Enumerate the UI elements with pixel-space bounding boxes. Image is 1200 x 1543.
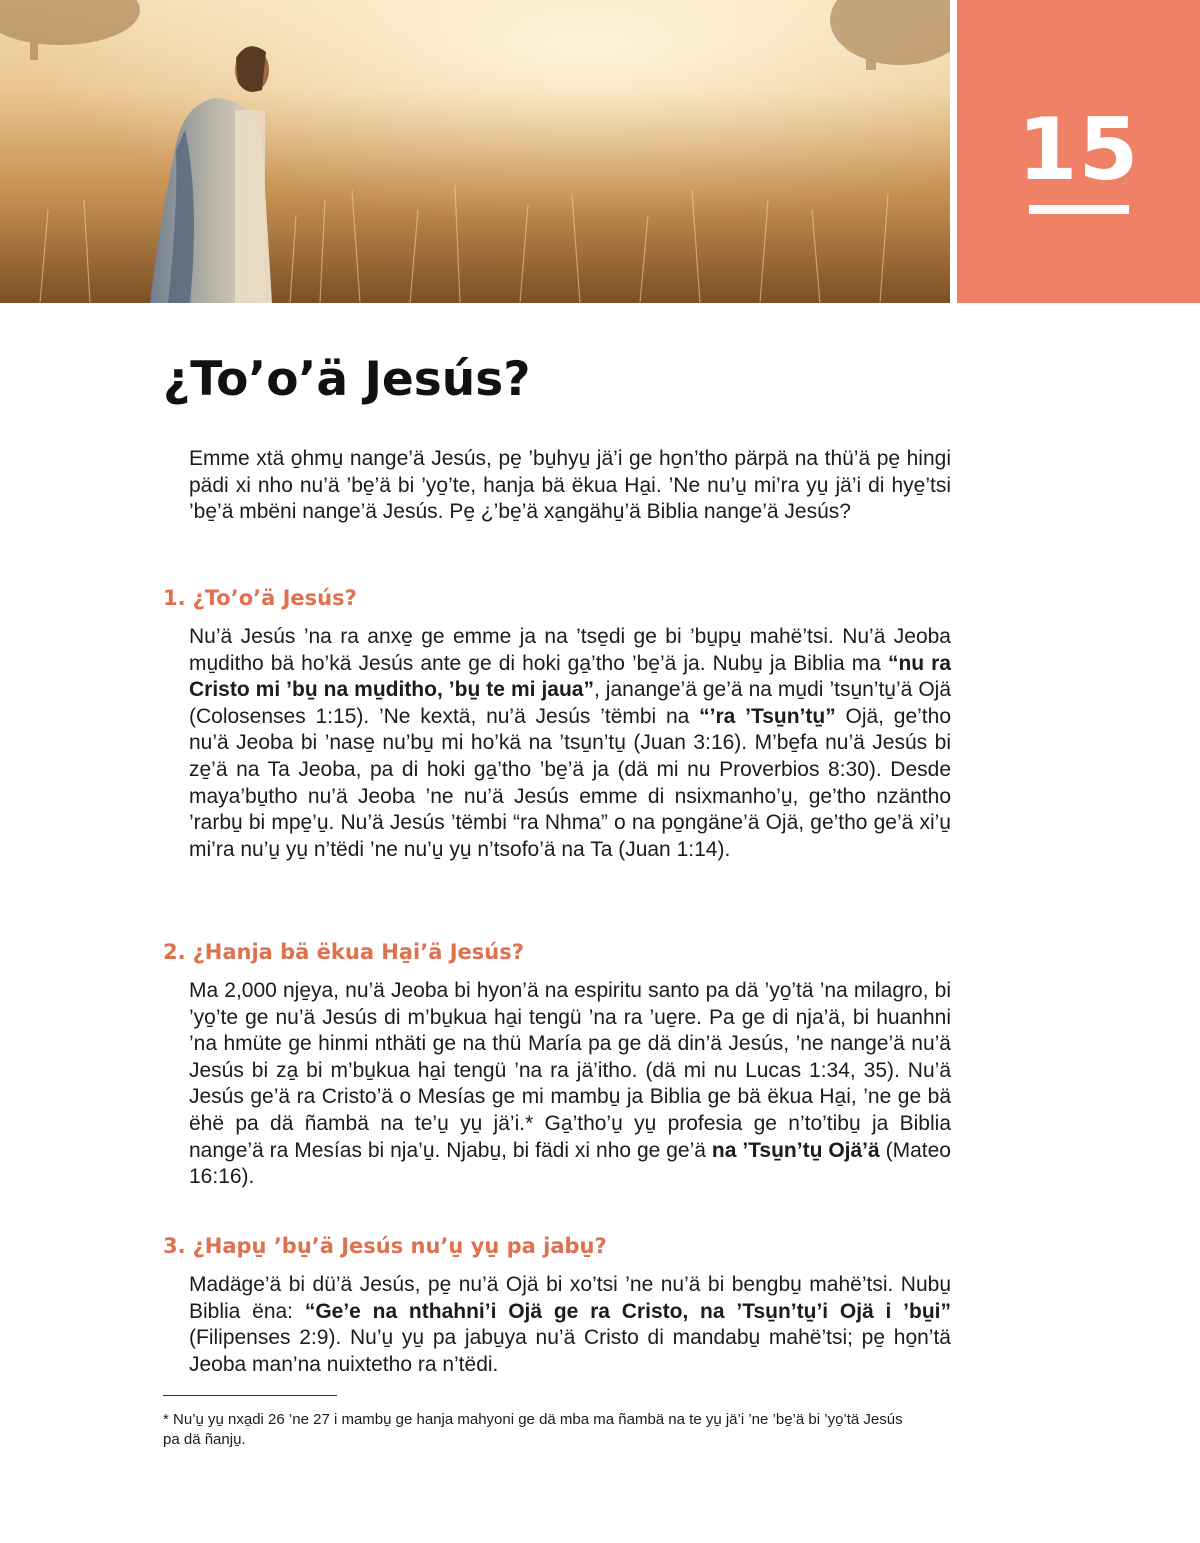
section-1-quote-colossians: “nu ra Cristo mi ’bu̱ na mu̱ditho, ’bu̱ te mi jaua” [189,651,952,702]
section-2-quote-son: na ’Tsu̱n’tu̱ Ojä’ä [711,1138,880,1162]
section-1-text-a: Nu’ä Jesús ’na ra anxe̱ ge emme ja na ’tse̱di ge bi ’bu̱pu̱ mahë’tsi. Nu’ä Jeoba mu̱ditho bä ho’kä Jesús ante ge di hoki ga̱’tho ’be̱’ä ja. Nubu̱ ja Biblia ma [189,625,951,675]
section-3-number: 3. [163,1234,186,1258]
section-2-text-a: Ma 2,000 nje̱ya, nu’ä Jeoba bi hyon’ä na espiritu santo pa dä ’yo̱’tä ’na milagro, bi ’yo̱’te ge nu’ä Jesús di m’bu̱kua ha̱i tengü ’na ra ’ue̱re. Pa ge di nja’ä, bi huanhni ’na hmüte ge hinmi nthäti ge na thü María pa ge dä din’ä Jesús, ’ne nange’ä nu’ä Jesús bi za̱ bi m’bu̱kua ha̱i tengü ’na ra jä’itho. (dä mi nu Lucas 1:34, 35). Nu’ä Jesús ge’ä ra Cristo’ä o Mesías ge mi mambu̱ ja Biblia ge bä ëkua Ha̱i, ’ne ge bä ëhë pa dä ñambä na te’u̱ yu̱ jä’i.* Ga̱’tho’u̱ yu̱ profesia ge n’to’tibu̱ ja Biblia nange’ä ra Mesías bi nja’u̱. Njabu̱, bi fädi xi nho ge ge’ä [189,979,951,1162]
section-1-paragraph [189,624,951,863]
section-1-text-c: Ojä, ge’tho nu’ä Jeoba bi ’nase̱ nu’bu̱ mi ho’kä na ’tsu̱n’tu̱ (Juan 3:16). M’be̱fa nu’ä Jesús bi ze̱’ä na Ta Jeoba, pa di hoki ga̱’tho ’be̱’ä ja (dä mi nu Proverbios 8:30). Desde maya’bu̱tho nu’ä Jeoba ’ne nu’ä Jesús emme di nsixmanho’u̱, ge’tho nzäntho ’rarbu̱ bi mpe̱’u̱. Nu’ä Jesús ’tëmbi “ra Nhma” o na po̱ngäne’ä Ojä, ge’tho ge’ä xi’u̱ mi’ra nu’u̱ yu̱ n’tëdi ’ne nu’u̱ yu̱ n’tsofo’ä na Ta (Juan 1:14). [189,704,951,861]
hero-illustration [0,0,950,303]
section-1-title: ¿To’o’ä Jesús? [192,586,357,610]
section-2-paragraph [189,978,951,1191]
section-2-text-b: (Mateo 16:16). [189,1138,951,1189]
footnote: * Nu’u̱ yu̱ nxa̱di 26 ’ne 27 i mambu̱ ge hanja mahyoni ge dä mba ma ñambä na te yu̱ jä’i ’ne ’be̱’ä bi ’yo̱’tä Jesús pa dä ñanju̱. [163,1411,903,1448]
section-3-heading [163,1234,607,1258]
section-3-paragraph [189,1272,951,1378]
section-3-quote-philippians: “Ge’e na nthahni’i Ojä ge ra Cristo, na ’Tsu̱n’tu̱’i Ojä i ’bu̱i” [304,1299,951,1323]
section-1-heading [163,586,357,610]
section-3-text-b: (Filipenses 2:9). Nu’u̱ yu̱ pa jabu̱ya nu’ä Cristo di mandabu̱ mahë’tsi; pe̱ ho̱n’tä Jeoba man’na nuixtetho ra n’tëdi. [189,1326,951,1376]
section-1-number: 1. [163,586,186,610]
section-1-text-b: , janange’ä ge’ä na mu̱di ’tsu̱n’tu̱’ä Ojä (Colosenses 1:15). ’Ne kextä, nu’ä Jesús ’tëmbi na [189,678,951,728]
lesson-number-underline [1029,205,1129,214]
lesson-number: 15 [1017,100,1140,200]
page-title: ¿To’o’ä Jesús? [163,352,531,407]
lesson-number-box [957,0,1200,303]
section-1-quote-son: “’ra ’Tsu̱n’tu̱” [699,704,836,728]
intro-paragraph: Emme xtä o̱hmu̱ nange’ä Jesús, pe̱ ’bu̱hyu̱ jä’i ge ho̱n’tho pärpä na thü’ä pe̱ hingi pädi xi nho nu’ä ’be̱’ä bi ’yo̱’te, hanja bä ëkua Ha̱i. ’Ne nu’u̱ mi’ra yu̱ jä’i di hye̱’tsi ’be̱’ä mbëni nange’ä Jesús. Pe̱ ¿’be̱’ä xa̱ngähu̱’ä Biblia nange’ä Jesús? [189,447,951,524]
section-3-title: ¿Hapu̱ ’bu̱’ä Jesús nu’u̱ yu̱ pa jabu̱? [192,1234,607,1258]
footnote-divider [163,1395,337,1396]
section-2-number: 2. [163,940,186,964]
section-2-title: ¿Hanja bä ëkua Ha̱i’ä Jesús? [192,940,524,964]
hero-photo [0,0,950,303]
section-3-text-a: Madäge’ä bi dü’ä Jesús, pe̱ nu’ä Ojä bi xo’tsi ’ne nu’ä bi bengbu̱ mahë’tsi. Nubu̱ Biblia ëna: [189,1273,951,1323]
section-2-heading [163,940,524,964]
